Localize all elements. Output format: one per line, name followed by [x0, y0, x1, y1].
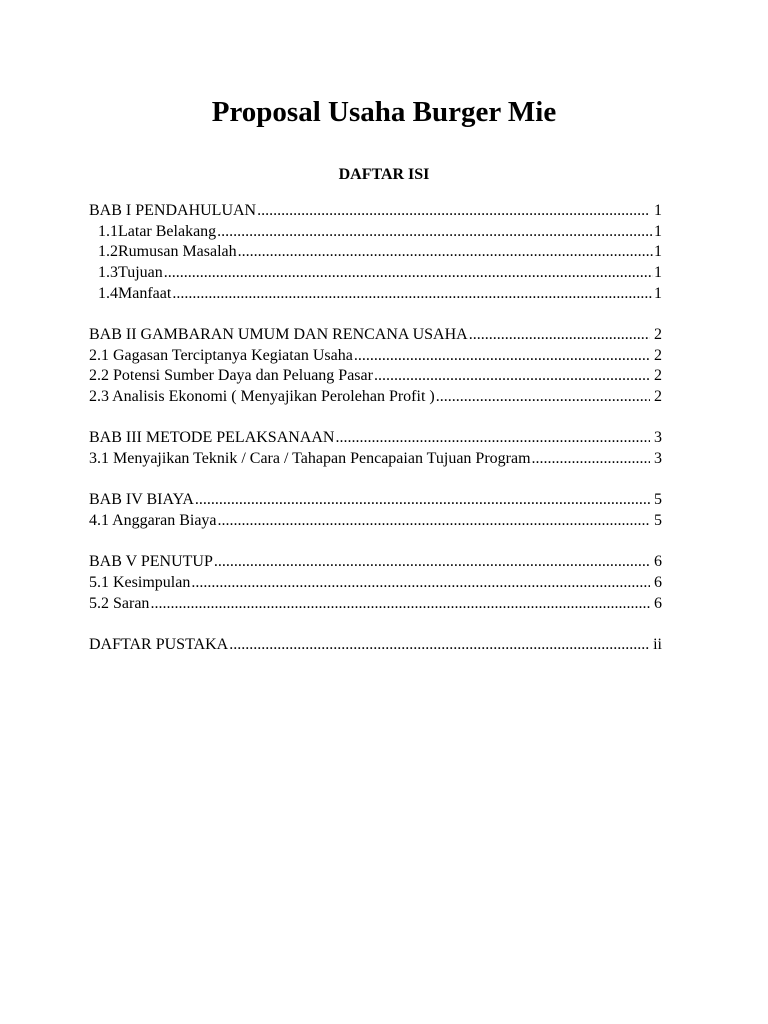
toc-group-bab-4 — [89, 490, 662, 531]
dot-leader — [217, 222, 653, 243]
document-title: Proposal Usaha Burger Mie — [211, 96, 557, 128]
toc-entry-2-1[interactable] — [89, 346, 662, 367]
toc-entry-page: 1 — [654, 284, 662, 302]
toc-group-bab-5 — [89, 552, 662, 614]
toc-entry-label: BAB III METODE PELAKSANAAN — [89, 429, 335, 447]
dot-leader — [150, 594, 650, 615]
dot-leader — [436, 387, 650, 408]
toc-entry-page: 1 — [654, 202, 662, 219]
toc-entry-number: 1.1 — [98, 222, 118, 240]
toc-entry-page: 3 — [654, 450, 662, 468]
toc-entry-label: BAB I PENDAHULUAN — [89, 202, 257, 219]
toc-entry-page: 2 — [654, 326, 662, 344]
toc-entry-bab-1[interactable] — [89, 201, 662, 222]
toc-entry-page: 1 — [654, 222, 662, 240]
toc-entry-label: Tujuan — [118, 264, 163, 282]
dot-leader — [257, 201, 650, 222]
toc-entry-1-3[interactable] — [89, 263, 662, 284]
dot-leader — [214, 552, 650, 573]
toc-entry-5-1[interactable] — [89, 573, 662, 594]
dot-leader — [172, 284, 653, 305]
toc-entry-page: 5 — [654, 511, 662, 529]
dot-leader — [354, 346, 650, 367]
toc-entry-2-2[interactable] — [89, 366, 662, 387]
toc-entry-page: 6 — [654, 594, 662, 612]
toc-entry-label: DAFTAR PUSTAKA — [89, 635, 229, 653]
toc-entry-label: 2.2 Potensi Sumber Daya dan Peluang Pasar — [89, 367, 373, 385]
toc-entry-label: Latar Belakang — [118, 222, 217, 240]
toc-entry-page: 5 — [654, 491, 662, 509]
toc-entry-page: 1 — [654, 264, 662, 282]
toc-entry-label: 3.1 Menyajikan Teknik / Cara / Tahapan Pencapaian Tujuan Program — [89, 450, 531, 468]
toc-entry-bab-4[interactable] — [89, 490, 662, 511]
toc-entry-page: 6 — [654, 573, 662, 591]
dot-leader — [238, 242, 653, 263]
toc-entry-bab-5[interactable] — [89, 552, 662, 573]
dot-leader — [229, 635, 649, 656]
dot-leader — [335, 428, 650, 449]
dot-leader — [374, 366, 650, 387]
toc-group-bab-1 — [89, 201, 662, 305]
toc-entry-label: 2.1 Gagasan Terciptanya Kegiatan Usaha — [89, 346, 353, 364]
toc-entry-1-2[interactable] — [89, 242, 662, 263]
toc-entry-page: 2 — [654, 388, 662, 406]
toc-entry-2-3[interactable] — [89, 387, 662, 408]
table-of-contents — [89, 201, 662, 676]
dot-leader — [195, 490, 650, 511]
toc-entry-label: 4.1 Anggaran Biaya — [89, 511, 217, 529]
dot-leader — [532, 449, 650, 470]
toc-heading: DAFTAR ISI — [338, 166, 430, 183]
toc-entry-5-2[interactable] — [89, 594, 662, 615]
toc-entry-page: ii — [653, 635, 662, 653]
toc-entry-daftar-pustaka[interactable] — [89, 635, 662, 656]
toc-entry-label: 5.2 Saran — [89, 594, 150, 612]
toc-entry-page: 1 — [654, 243, 662, 261]
toc-entry-page: 3 — [654, 429, 662, 447]
dot-leader — [191, 573, 650, 594]
toc-entry-number: 1.4 — [98, 284, 118, 302]
toc-entry-4-1[interactable] — [89, 511, 662, 532]
toc-entry-bab-3[interactable] — [89, 428, 662, 449]
toc-entry-number: 1.2 — [98, 243, 118, 261]
toc-entry-page: 6 — [654, 553, 662, 571]
toc-entry-label: BAB II GAMBARAN UMUM DAN RENCANA USAHA — [89, 326, 468, 344]
toc-entry-label: Manfaat — [118, 284, 172, 302]
toc-entry-label: BAB V PENUTUP — [89, 553, 213, 571]
toc-entry-3-1[interactable] — [89, 449, 662, 470]
toc-entry-label: 2.3 Analisis Ekonomi ( Menyajikan Perolehan Profit ) — [89, 388, 435, 406]
dot-leader — [164, 263, 653, 284]
toc-entry-page: 2 — [654, 367, 662, 385]
toc-entry-1-4[interactable] — [89, 284, 662, 305]
toc-group-bab-2 — [89, 325, 662, 408]
toc-entry-page: 2 — [654, 346, 662, 364]
dot-leader — [218, 511, 650, 532]
toc-group-daftar-pustaka — [89, 635, 662, 656]
toc-entry-label: BAB IV BIAYA — [89, 491, 194, 509]
toc-group-bab-3 — [89, 428, 662, 469]
toc-entry-bab-2[interactable] — [89, 325, 662, 346]
toc-entry-label: Rumusan Masalah — [118, 243, 237, 261]
dot-leader — [469, 325, 650, 346]
toc-entry-label: 5.1 Kesimpulan — [89, 573, 191, 591]
toc-entry-1-1[interactable] — [89, 222, 662, 243]
toc-entry-number: 1.3 — [98, 264, 118, 282]
